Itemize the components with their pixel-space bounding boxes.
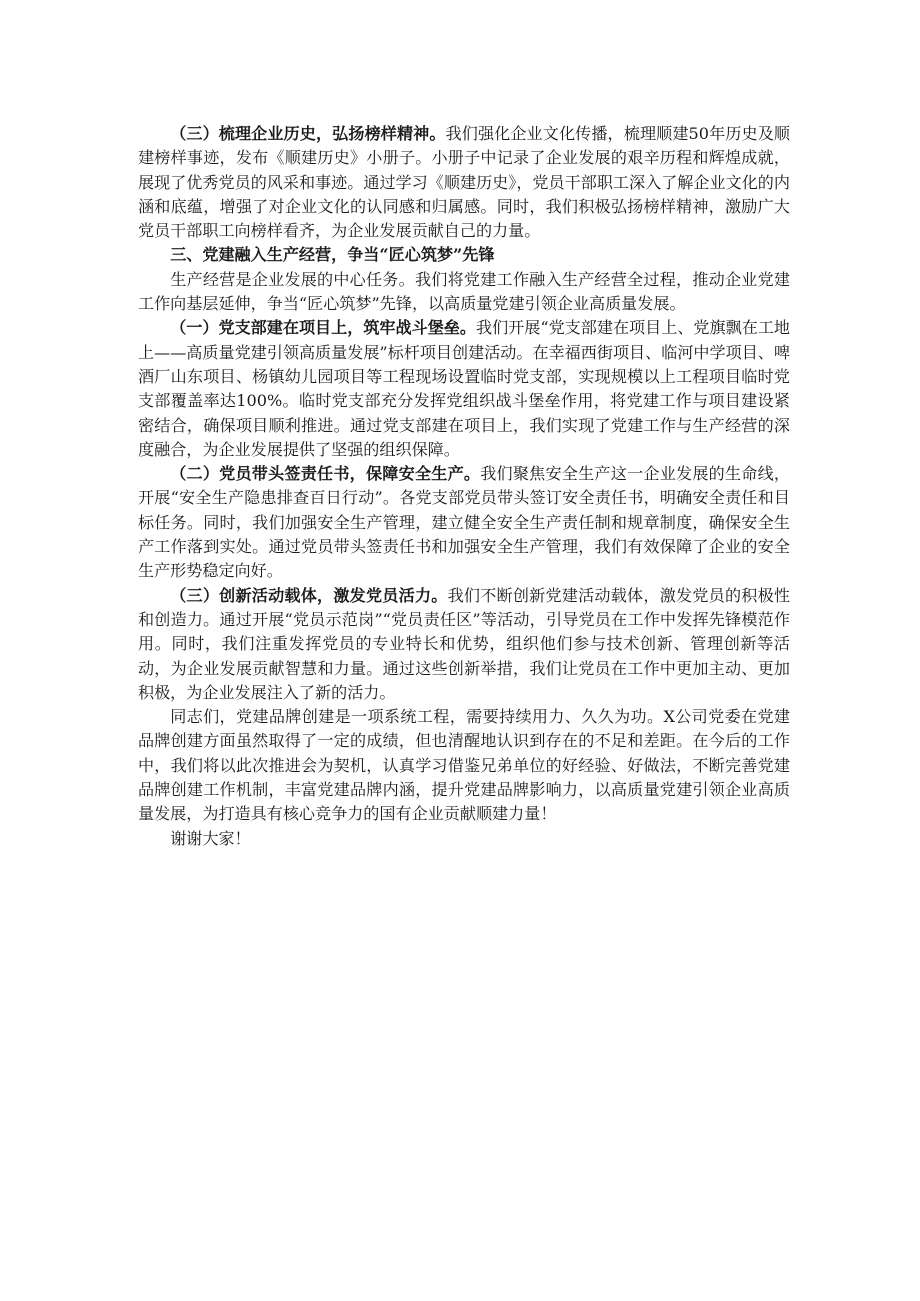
paragraph-lead: （三）创新活动载体，激发党员活力。	[170, 585, 448, 605]
paragraph-closing	[138, 705, 790, 826]
paragraph-lead: （二）党员带头签责任书，保障安全生产。	[170, 464, 481, 484]
paragraph-safety	[138, 462, 790, 583]
paragraph-lead: （一）党支部建在项目上，筑牢战斗堡垒。	[170, 318, 476, 338]
paragraph-text: 生产经营是企业发展的中心任务。我们将党建工作融入生产经营全过程，推动企业党建工作向基层延伸，争当“匠心筑梦”先锋，以高质量党建引领企业高质量发展。	[138, 269, 790, 314]
section-heading: 三、党建融入生产经营，争当“匠心筑梦”先锋	[170, 245, 495, 265]
paragraph-thanks	[138, 827, 790, 851]
paragraph-text: 我们聚焦安全生产这一企业发展的生命线，开展“安全生产隐患排查百日行动”。各党支部党员带头签订安全责任书，明确安全责任和目标任务。同时，我们加强安全生产管理，建立健全安全生产责任制和规章制度，确保安全生产工作落到实处。通过党员带头签责任书和加强安全生产管理，我们有效保障了企业的安全生产形势稳定向好。	[138, 464, 791, 581]
paragraph-intro	[138, 268, 790, 317]
paragraph-lead: （三）梳理企业历史，弘扬榜样精神。	[170, 124, 446, 143]
paragraph-text: 我们不断创新党建活动载体，激发党员的积极性和创造力。通过开展“党员示范岗”“党员责任区”等活动，引导党员在工作中发挥先锋模范作用。同时，我们注重发挥党员的专业特长和优势，组织他们参与技术创新、管理创新等活动，为企业发展贡献智慧和力量。通过这些创新举措，我们让党员在工作中更加主动、更加积极，为企业发展注入了新的活力。	[138, 585, 791, 702]
document-page	[138, 122, 790, 851]
paragraph-branch	[138, 316, 790, 462]
paragraph-text: 我们开展“党支部建在项目上、党旗飘在工地上——高质量党建引领高质量发展”标杆项目创建活动。在幸福西街项目、临河中学项目、啤酒厂山东项目、杨镇幼儿园项目等工程现场设置临时党支部，实现规模以上工程项目临时党支部覆盖率达100%。临时党支部充分发挥党组织战斗堡垒作用，将党建工作与项目建设紧密结合，确保项目顺利推进。通过党支部建在项目上，我们实现了党建工作与生产经营的深度融合，为企业发展提供了坚强的组织保障。	[138, 318, 791, 459]
paragraph-history	[138, 122, 790, 243]
paragraph-innovation	[138, 584, 790, 705]
paragraph-text: 同志们，党建品牌创建是一项系统工程，需要持续用力、久久为功。X公司党委在党建品牌创建方面虽然取得了一定的成绩，但也清醒地认识到存在的不足和差距。在今后的工作中，我们将以此次推进会为契机，认真学习借鉴兄弟单位的好经验、好做法，不断完善党建品牌创建工作机制，丰富党建品牌内涵，提升党建品牌影响力，以高质量党建引领企业高质量发展，为打造具有核心竞争力的国有企业贡献顺建力量！	[138, 707, 790, 824]
paragraph-text: 谢谢大家！	[170, 828, 251, 848]
paragraph-text: 我们强化企业文化传播，梳理顺建50年历史及顺建榜样事迹，发布《顺建历史》小册子。小册子中记录了企业发展的艰辛历程和辉煌成就，展现了优秀党员的风采和事迹。通过学习《顺建历史》，党员干部职工深入了解企业文化的内涵和底蕴，增强了对企业文化的认同感和归属感。同时，我们积极弘扬榜样精神，激励广大党员干部职工向榜样看齐，为企业发展贡献自己的力量。	[138, 124, 791, 241]
